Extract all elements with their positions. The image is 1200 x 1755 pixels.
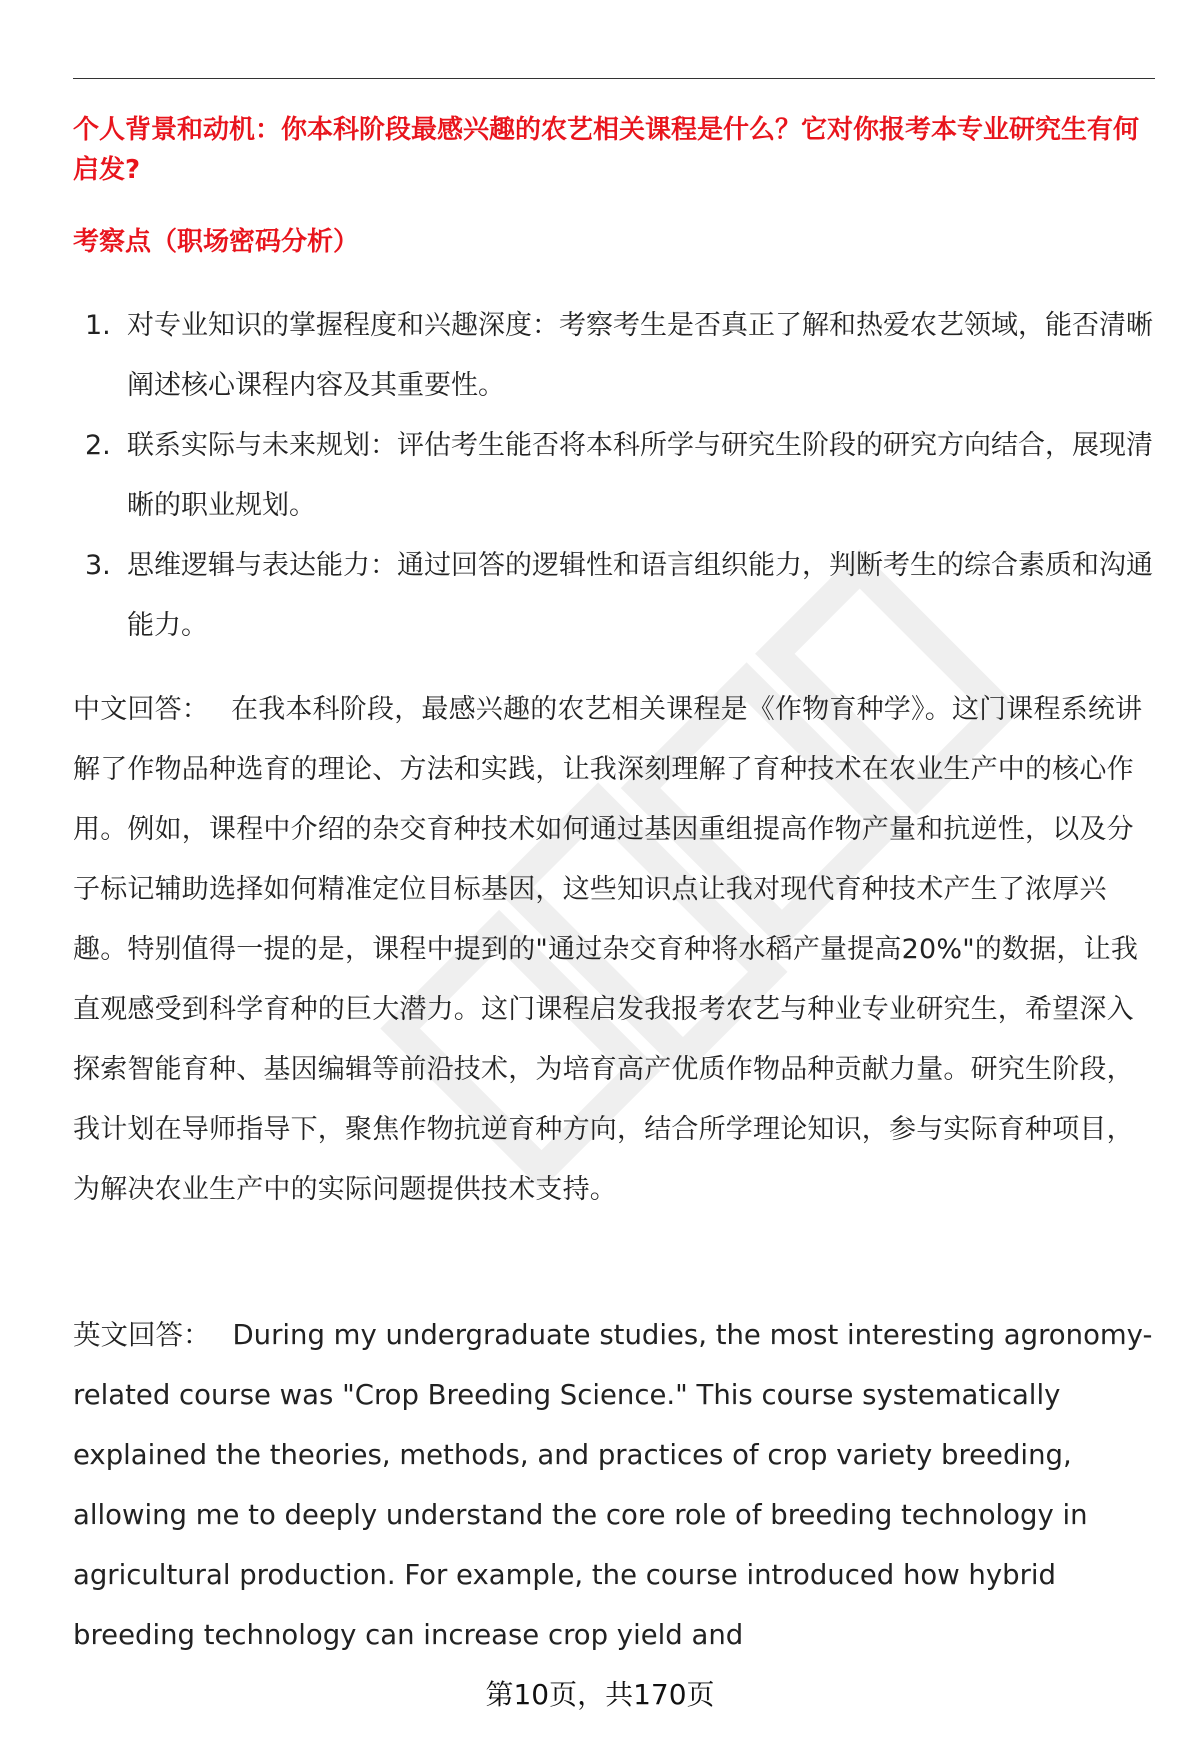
assessment-points-list [73, 296, 1153, 656]
english-answer [73, 1305, 1158, 1665]
english-answer-text: During my undergraduate studies, the most interesting agronomy-related course was "Crop Breeding Science." This course systematically explained the theories, methods, and practices of crop variety breeding, allowing me to deeply understand the core role of breeding technology in agricultural production. For example, the course introduced how hybrid breeding technology can increase crop yield and [73, 1319, 1153, 1651]
list-number: 3. [85, 550, 111, 581]
list-item-text: 联系实际与未来规划：评估考生能否将本科所学与研究生阶段的研究方向结合，展现清晰的职业规划。 [127, 430, 1153, 521]
chinese-answer-text: 在我本科阶段，最感兴趣的农艺相关课程是《作物育种学》。这门课程系统讲解了作物品种选育的理论、方法和实践，让我深刻理解了育种技术在农业生产中的核心作用。例如，课程中介绍的杂交育种技术如何通过基因重组提高作物产量和抗逆性，以及分子标记辅助选择如何精准定位目标基因，这些知识点让我对现代育种技术产生了浓厚兴趣。特别值得一提的是，课程中提到的"通过杂交育种将水稻产量提高20%"的数据，让我直观感受到科学育种的巨大潜力。这门课程启发我报考农艺与种业专业研究生，希望深入探索智能育种、基因编辑等前沿技术，为培育高产优质作物品种贡献力量。研究生阶段，我计划在导师指导下，聚焦作物抗逆育种方向，结合所学理论知识，参与实际育种项目，为解决农业生产中的实际问题提供技术支持。 [73, 694, 1143, 1205]
list-item [73, 416, 1153, 536]
list-item [73, 296, 1153, 416]
list-number: 2. [85, 430, 111, 461]
list-item-text: 对专业知识的掌握程度和兴趣深度：考察考生是否真正了解和热爱农艺领域，能否清晰阐述核心课程内容及其重要性。 [127, 310, 1153, 401]
list-item [73, 536, 1153, 656]
list-number: 1. [85, 310, 111, 341]
interview-question: 个人背景和动机：你本科阶段最感兴趣的农艺相关课程是什么？它对你报考本专业研究生有何启发? [73, 115, 1140, 185]
english-answer-label: 英文回答： [73, 1319, 211, 1351]
header-divider [73, 78, 1155, 79]
list-item-text: 思维逻辑与表达能力：通过回答的逻辑性和语言组织能力，判断考生的综合素质和沟通能力。 [127, 550, 1153, 641]
chinese-answer [73, 680, 1158, 1220]
chinese-answer-label: 中文回答： [73, 694, 209, 725]
page-number: 第10页，共170页 [485, 1678, 715, 1711]
section-title: 考察点（职场密码分析） [73, 227, 360, 257]
